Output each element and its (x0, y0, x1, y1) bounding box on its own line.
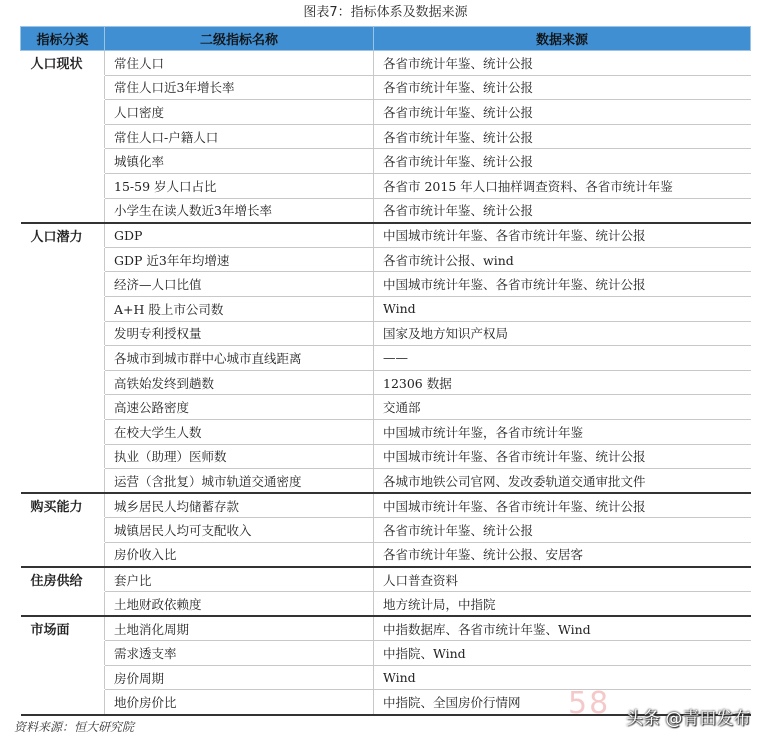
data-source-cell: 各省市统计年鉴、统计公报 (374, 149, 751, 174)
table-body (21, 51, 751, 715)
data-source-cell: 12306 数据 (374, 370, 751, 395)
table-row (21, 321, 751, 346)
table-row (21, 567, 751, 592)
category-cell (21, 665, 105, 690)
watermark-logo: 头条 @青田发布 (626, 709, 751, 729)
indicator-name-cell: 高速公路密度 (105, 395, 374, 420)
table-row (21, 198, 751, 223)
indicator-name-cell: 运营（含批复）城市轨道交通密度 (105, 469, 374, 494)
data-source-cell: 中国城市统计年鉴、各省市统计年鉴、统计公报 (374, 223, 751, 248)
category-cell (21, 641, 105, 666)
header-category: 指标分类 (21, 27, 105, 51)
indicator-name-cell: GDP 近3年年均增速 (105, 247, 374, 272)
table-row (21, 272, 751, 297)
data-source-cell: 中指院、Wind (374, 641, 751, 666)
indicator-name-cell: 15-59 岁人口占比 (105, 173, 374, 198)
table-row (21, 616, 751, 641)
data-source-cell: Wind (374, 665, 751, 690)
indicator-name-cell: A+H 股上市公司数 (105, 296, 374, 321)
category-cell (21, 296, 105, 321)
category-cell (21, 100, 105, 125)
data-source-cell: 中指院、全国房价行情网 (374, 690, 751, 715)
data-source-cell: Wind (374, 296, 751, 321)
data-source-cell: 各省市统计年鉴、统计公报 (374, 51, 751, 76)
category-cell (21, 370, 105, 395)
indicator-name-cell: 执业（助理）医师数 (105, 444, 374, 469)
category-cell (21, 272, 105, 297)
table-row (21, 469, 751, 494)
category-cell: 人口现状 (30, 57, 83, 73)
data-source-cell: 中国城市统计年鉴、各省市统计年鉴、统计公报 (374, 493, 751, 518)
indicator-name-cell: 房价收入比 (105, 542, 374, 567)
table-row (21, 419, 751, 444)
category-cell (21, 321, 105, 346)
table-title: 图表7：指标体系及数据来源 (303, 5, 468, 20)
header-data-source: 数据来源 (374, 27, 751, 51)
indicator-name-cell: 高铁始发终到趟数 (105, 370, 374, 395)
data-source-cell: 地方统计局，中指院 (374, 592, 751, 617)
table-row (21, 75, 751, 100)
category-cell (21, 518, 105, 543)
indicator-name-cell: 房价周期 (105, 665, 374, 690)
data-source-cell: 各省市统计年鉴、统计公报 (374, 124, 751, 149)
indicator-name-cell: 需求透支率 (105, 641, 374, 666)
indicator-name-cell: 发明专利授权量 (105, 321, 374, 346)
category-cell: 人口潜力 (21, 223, 105, 248)
table-row (21, 149, 751, 174)
category-cell (21, 469, 105, 494)
table-row (21, 542, 751, 567)
table-row (21, 346, 751, 371)
table-row (21, 493, 751, 518)
table-row (21, 100, 751, 125)
table-row (21, 124, 751, 149)
category-cell (21, 346, 105, 371)
indicator-name-cell: 套户比 (105, 567, 374, 592)
category-cell (21, 198, 105, 223)
data-source-cell: 国家及地方知识产权局 (374, 321, 751, 346)
table-row (21, 223, 751, 248)
indicator-name-cell: 人口密度 (105, 100, 374, 125)
category-cell (21, 395, 105, 420)
watermark-number: 58 (568, 686, 611, 721)
header-indicator-name: 二级指标名称 (105, 27, 374, 51)
category-cell (21, 149, 105, 174)
table-row (21, 665, 751, 690)
category-cell (21, 542, 105, 567)
indicator-name-cell: GDP (105, 223, 374, 248)
indicator-name-cell: 经济—人口比值 (105, 272, 374, 297)
data-source-cell: 中国城市统计年鉴，各省市统计年鉴 (374, 419, 751, 444)
indicator-name-cell: 城镇化率 (105, 149, 374, 174)
indicator-name-cell: 各城市到城市群中心城市直线距离 (105, 346, 374, 371)
category-cell (21, 247, 105, 272)
indicator-name-cell: 地价房价比 (105, 690, 374, 715)
data-source-cell: 各省市 2015 年人口抽样调查资料、各省市统计年鉴 (374, 173, 751, 198)
data-source-cell: 各省市统计年鉴、统计公报、安居客 (374, 542, 751, 567)
indicator-name-cell: 土地消化周期 (105, 616, 374, 641)
data-source-cell: 各省市统计年鉴、统计公报 (374, 198, 751, 223)
data-source-cell: 各城市地铁公司官网、发改委轨道交通审批文件 (374, 469, 751, 494)
data-source-cell: 人口普查资料 (374, 567, 751, 592)
data-source-cell: 中指数据库、各省市统计年鉴、Wind (374, 616, 751, 641)
category-cell (21, 419, 105, 444)
data-source-cell: —— (374, 346, 751, 371)
table-row (21, 247, 751, 272)
table-row (21, 518, 751, 543)
data-source-cell: 中国城市统计年鉴、各省市统计年鉴、统计公报 (374, 444, 751, 469)
table-row (21, 592, 751, 617)
source-note: 资料来源：恒大研究院 (14, 720, 135, 734)
indicator-name-cell: 常住人口 (105, 51, 374, 76)
data-source-cell: 各省市统计年鉴、统计公报 (374, 100, 751, 125)
category-cell (21, 124, 105, 149)
table-row (21, 173, 751, 198)
table-row (21, 370, 751, 395)
table-row (21, 296, 751, 321)
indicator-name-cell: 常住人口近3年增长率 (105, 75, 374, 100)
data-source-cell: 交通部 (374, 395, 751, 420)
category-cell (21, 75, 105, 100)
indicator-name-cell: 城乡居民人均储蓄存款 (105, 493, 374, 518)
category-cell (21, 444, 105, 469)
category-cell (21, 173, 105, 198)
indicator-name-cell: 城镇居民人均可支配收入 (105, 518, 374, 543)
table-row (21, 51, 751, 76)
indicator-name-cell: 小学生在读人数近3年增长率 (105, 198, 374, 223)
table-header-row (21, 27, 751, 51)
data-source-cell: 各省市统计年鉴、统计公报 (374, 518, 751, 543)
indicator-name-cell: 在校大学生人数 (105, 419, 374, 444)
category-cell (21, 690, 105, 715)
data-source-cell: 各省市统计年鉴、统计公报 (374, 75, 751, 100)
table-row (21, 395, 751, 420)
data-source-cell: 各省市统计公报、wind (374, 247, 751, 272)
category-cell (21, 592, 105, 617)
indicator-table (20, 26, 751, 716)
category-cell: 市场面 (21, 616, 105, 641)
category-cell: 购买能力 (21, 493, 105, 518)
category-cell: 住房供给 (21, 567, 105, 592)
indicator-name-cell: 土地财政依赖度 (105, 592, 374, 617)
data-source-cell: 中国城市统计年鉴、各省市统计年鉴、统计公报 (374, 272, 751, 297)
table-row (21, 641, 751, 666)
table-row (21, 444, 751, 469)
indicator-name-cell: 常住人口-户籍人口 (105, 124, 374, 149)
